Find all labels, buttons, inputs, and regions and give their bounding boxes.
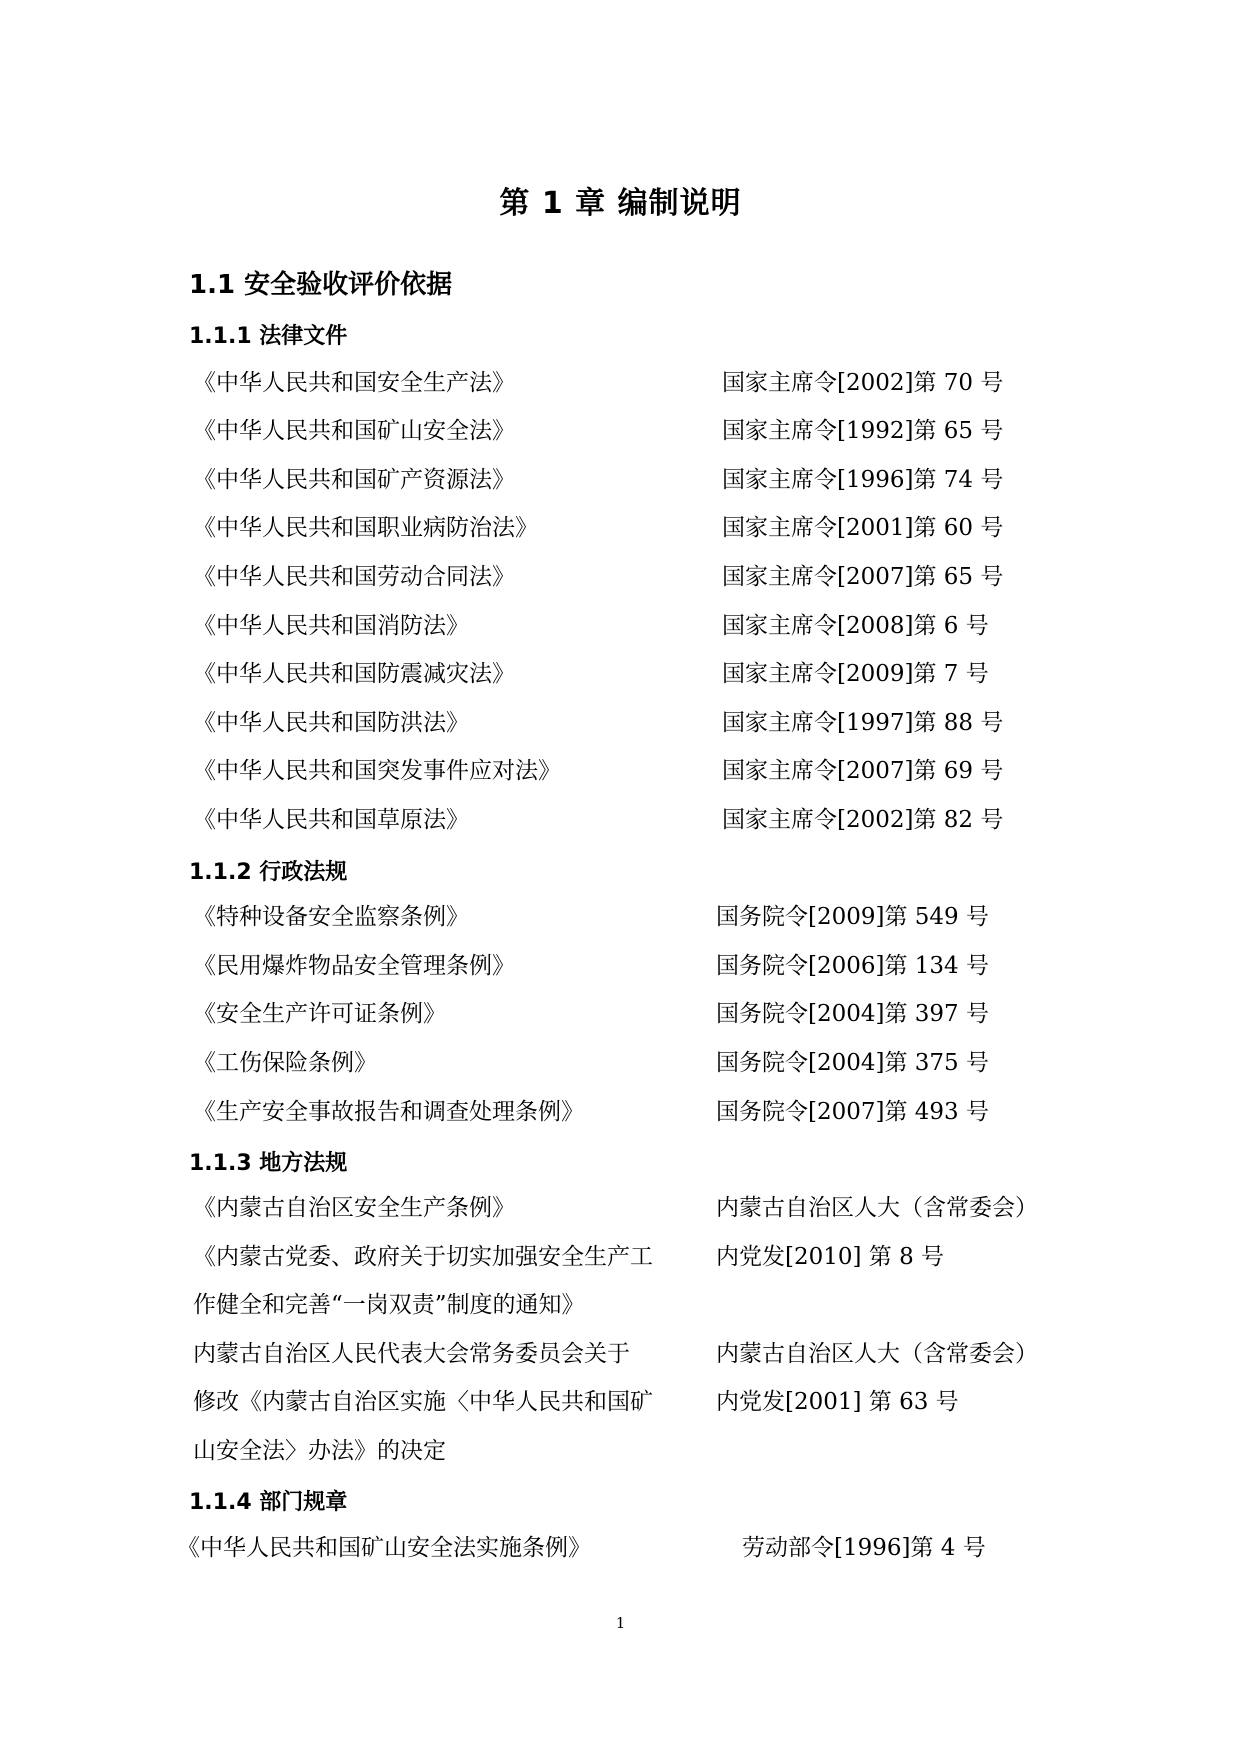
law-name: 《中华人民共和国防震减灾法》 (193, 661, 515, 687)
law-ref: 国家主席令[2008]第 6 号 (722, 613, 989, 639)
local-regulation-name-line: 修改《内蒙古自治区实施〈中华人民共和国矿 (193, 1389, 653, 1415)
regulation-ref: 国务院令[2004]第 375 号 (716, 1050, 990, 1076)
page-number: 1 (615, 1614, 626, 1632)
local-regulation-ref-line: 内党发[2001] 第 63 号 (716, 1389, 959, 1415)
subsection-title-regulations: 1.1.2 行政法规 (189, 860, 348, 885)
regulation-name: 《安全生产许可证条例》 (193, 1001, 446, 1027)
regulation-name: 《特种设备安全监察条例》 (193, 904, 469, 930)
law-name: 《中华人民共和国安全生产法》 (193, 370, 515, 396)
law-name: 《中华人民共和国消防法》 (193, 613, 469, 639)
law-ref: 国家主席令[1997]第 88 号 (722, 710, 1004, 736)
law-name: 《中华人民共和国矿产资源法》 (193, 467, 515, 493)
chapter-title: 第 1 章 编制说明 (499, 186, 742, 221)
law-name: 《中华人民共和国草原法》 (193, 807, 469, 833)
local-regulation-name-line: 《内蒙古党委、政府关于切实加强安全生产工 (193, 1244, 653, 1270)
regulation-ref: 国务院令[2004]第 397 号 (716, 1001, 990, 1027)
law-ref: 国家主席令[2002]第 82 号 (722, 807, 1004, 833)
local-regulation-name-line: 山安全法〉办法》的决定 (193, 1438, 446, 1464)
department-rule-name: 《中华人民共和国矿山安全法实施条例》 (177, 1535, 591, 1561)
law-name: 《中华人民共和国劳动合同法》 (193, 564, 515, 590)
law-ref: 国家主席令[2009]第 7 号 (722, 661, 989, 687)
local-regulation-name-line: 作健全和完善“一岗双责”制度的通知》 (193, 1292, 585, 1318)
law-ref: 国家主席令[2001]第 60 号 (722, 515, 1004, 541)
regulation-ref: 国务院令[2009]第 549 号 (716, 904, 990, 930)
law-name: 《中华人民共和国防洪法》 (193, 710, 469, 736)
regulation-name: 《民用爆炸物品安全管理条例》 (193, 953, 515, 979)
law-ref: 国家主席令[2007]第 65 号 (722, 564, 1004, 590)
regulation-name: 《工伤保险条例》 (193, 1050, 377, 1076)
law-name: 《中华人民共和国矿山安全法》 (193, 418, 515, 444)
law-ref: 国家主席令[1992]第 65 号 (722, 418, 1004, 444)
subsection-title-laws: 1.1.1 法律文件 (189, 324, 348, 349)
regulation-ref: 国务院令[2006]第 134 号 (716, 953, 990, 979)
law-name: 《中华人民共和国职业病防治法》 (193, 515, 538, 541)
law-ref: 国家主席令[1996]第 74 号 (722, 467, 1004, 493)
local-regulation-ref: 内蒙古自治区人大（含常委会） (716, 1195, 1038, 1221)
regulation-ref: 国务院令[2007]第 493 号 (716, 1099, 990, 1125)
subsection-title-department-rules: 1.1.4 部门规章 (189, 1490, 348, 1515)
law-name: 《中华人民共和国突发事件应对法》 (193, 758, 561, 784)
subsection-title-local-regulations: 1.1.3 地方法规 (189, 1151, 348, 1176)
law-ref: 国家主席令[2007]第 69 号 (722, 758, 1004, 784)
department-rule-ref: 劳动部令[1996]第 4 号 (742, 1535, 986, 1561)
section-title: 1.1 安全验收评价依据 (189, 270, 453, 300)
law-ref: 国家主席令[2002]第 70 号 (722, 370, 1004, 396)
regulation-name: 《生产安全事故报告和调查处理条例》 (193, 1099, 584, 1125)
local-regulation-ref-line: 内蒙古自治区人大（含常委会） (716, 1341, 1038, 1367)
local-regulation-ref: 内党发[2010] 第 8 号 (716, 1244, 945, 1270)
local-regulation-name-line: 内蒙古自治区人民代表大会常务委员会关于 (193, 1341, 630, 1367)
local-regulation-name: 《内蒙古自治区安全生产条例》 (193, 1195, 515, 1221)
